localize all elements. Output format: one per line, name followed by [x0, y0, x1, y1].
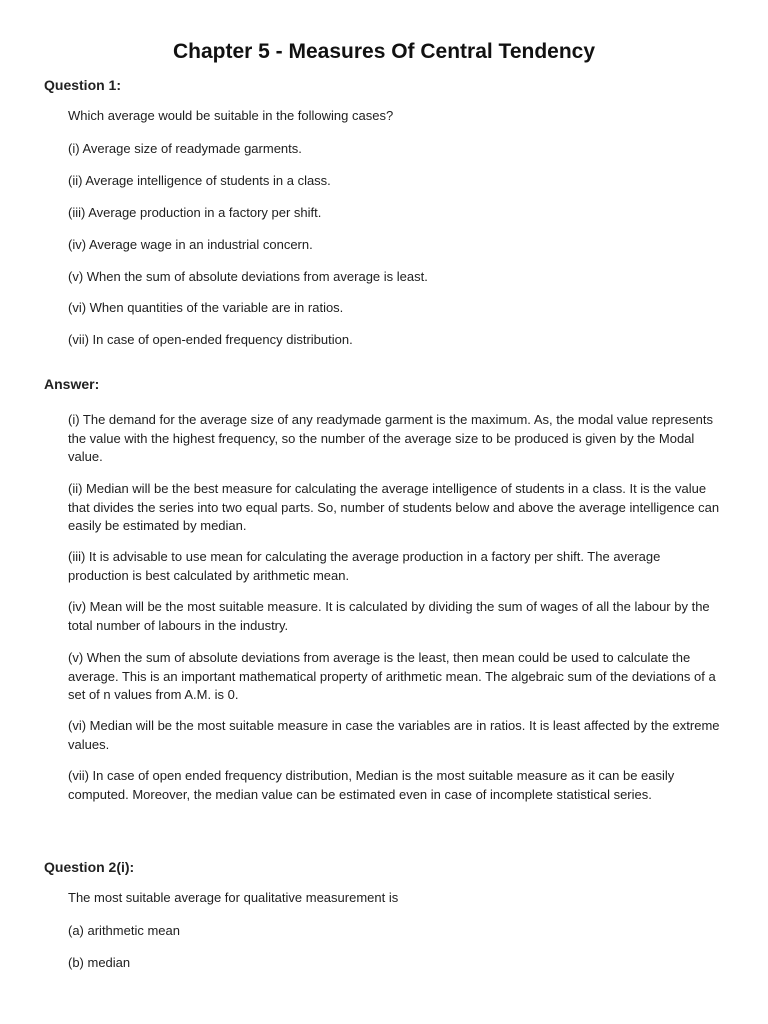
question-2-option: (a) arithmetic mean: [68, 923, 180, 938]
question-1-item: (vi) When quantities of the variable are in ratios.: [68, 300, 344, 315]
question-2-option: (b) median: [68, 955, 131, 970]
answer-paragraph: (v) When the sum of absolute deviations from average is the least, then mean could be used to calculate the average. This is an important mathematical property of arithmetic mean. The algebraic sum of the deviations of a set of n values from A.M. is 0.: [68, 650, 716, 702]
question-1-heading: Question 1:: [44, 77, 122, 93]
question-1-item: (v) When the sum of absolute deviations from average is least.: [68, 269, 428, 284]
question-2-heading: Question 2(i):: [44, 859, 135, 875]
answer-paragraph: (i) The demand for the average size of any readymade garment is the maximum. As, the modal value represents the value with the highest frequency, so the number of the average size to be produced is given by the Modal value.: [68, 412, 714, 464]
question-1-item: (vii) In case of open-ended frequency distribution.: [68, 332, 353, 347]
question-1-item: (iv) Average wage in an industrial concern.: [68, 237, 313, 252]
answer-paragraph: (iii) It is advisable to use mean for calculating the average production in a factory per shift. The average production is best calculated by arithmetic mean.: [68, 549, 661, 583]
answer-paragraph: (vi) Median will be the most suitable measure in case the variables are in ratios. It is least affected by the extreme values.: [68, 718, 720, 752]
chapter-title: Chapter 5 - Measures Of Central Tendency: [172, 40, 596, 63]
question-1-prompt: Which average would be suitable in the following cases?: [68, 108, 394, 123]
answer-paragraph: (iv) Mean will be the most suitable measure. It is calculated by dividing the sum of wages of all the labour by the total number of labours in the industry.: [68, 599, 710, 633]
answer-paragraph: (vii) In case of open ended frequency distribution, Median is the most suitable measure as it can be easily computed. Moreover, the median value can be estimated even in case of incomplete statistical series.: [68, 768, 675, 802]
question-1-item: (iii) Average production in a factory per shift.: [68, 205, 322, 220]
answer-heading: Answer:: [44, 376, 100, 392]
question-1-item: (i) Average size of readymade garments.: [68, 141, 302, 156]
question-1-item: (ii) Average intelligence of students in a class.: [68, 173, 331, 188]
answer-paragraph: (ii) Median will be the best measure for calculating the average intelligence of students in a class. It is the value that divides the series into two equal parts. So, number of students below and above the average intelligence can easily be estimated by median.: [68, 481, 720, 533]
question-2-prompt: The most suitable average for qualitative measurement is: [68, 890, 399, 905]
